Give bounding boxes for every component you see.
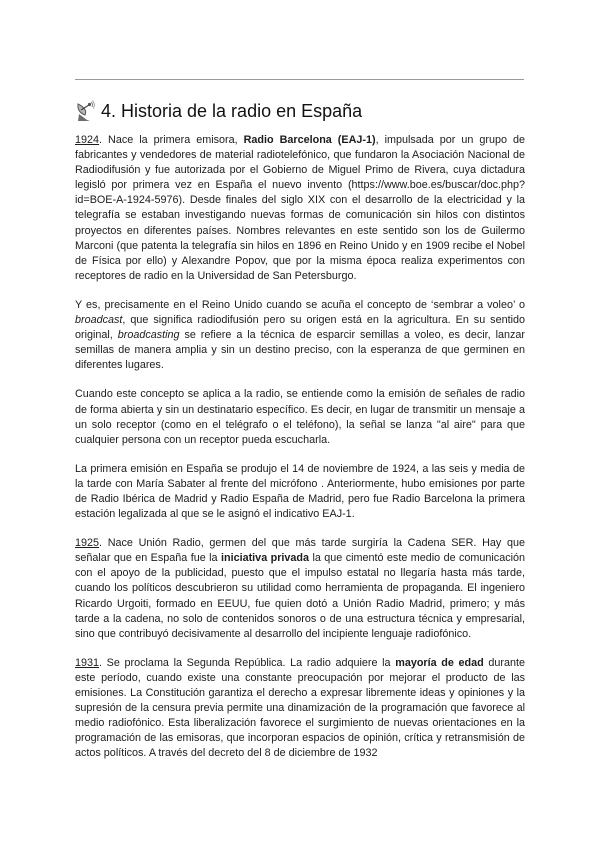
paragraph-1931: 1931. Se proclama la Segunda República. La radio adquiere la mayoría de edad durante este período, cuando existe una constante preocupación por mejorar el producto de las emisiones. La Constitución garantiza el derecho a expresar libremente ideas y opiniones y la supresión de la censura previa permite una dinamización de la programación que favorece al medio radiofónico. Esta liberalización favorece el surgimiento de nuevas orientaciones en la programación de las emisoras, que incorporan espacios de opinión, crítica y retransmisión de actos políticos. A través del decreto del 8 de diciembre de 1932	[75, 656, 526, 760]
broadcasting-term: broadcasting	[117, 329, 180, 342]
satellite-antenna-icon	[75, 100, 95, 122]
radio-barcelona-highlight: Radio Barcelona (EAJ-1)	[243, 134, 376, 146]
iniciativa-privada-highlight: iniciativa privada	[220, 552, 310, 565]
year-1924: 1924	[75, 134, 100, 146]
broadcast-term: broadcast	[75, 314, 123, 327]
section-title: 4. Historia de la radio en España	[101, 100, 363, 121]
document-body	[75, 133, 525, 775]
year-1931: 1931	[75, 656, 100, 669]
paragraph-1924: 1924. Nace la primera emisora, Radio Barcelona (EAJ-1), impulsada por un grupo de fabricantes y vendedores de material radiotelefónico, que fundaron la Asociación Nacional de Radiodifusión y fue autorizada por el Gobierno de Miguel Primo de Rivera, cuya dictadura legisló por primera vez en España el nuevo invento (https://www.boe.es/buscar/doc.php?id=BOE-A-1924-5976). Desde finales del siglo XIX con el desarrollo de la electricidad y la telegrafía se estaban investigando nuevas formas de comunicación sin hilos con distintos proyectos en diferentes países. Nombres relevantes en este sentido son los de Guilermo Marconi (que patenta la telegrafía sin hilos en 1896 en Reino Unido y en 1909 recibe el Nobel de Física por ello) y Alexandre Popov, que por la misma época realiza experimentos con receptores de radio en la Universidad de San Petersburgo.	[75, 134, 526, 282]
paragraph-first-emission: La primera emisión en España se produjo el 14 de noviembre de 1924, a las seis y media de la tarde con María Sabater al frente del micrófono . Anteriormente, hubo emisiones por parte de Radio Ibérica de Madrid y Radio España de Madrid, pero fue Radio Barcelona la primera estación legalizada al que se le asignó el indicativo EAJ-1.	[75, 462, 525, 521]
paragraph-concept: Cuando este concepto se aplica a la radio, se entiende como la emisión de señales de radio de forma abierta y sin un destinatario específico. Es decir, en lugar de transmitir un mensaje a un solo receptor (como en el telégrafo o el teléfono), la señal se lanza "al aire" para que cualquier persona con un receptor pueda escucharla.	[75, 388, 525, 446]
section-heading	[75, 100, 525, 122]
paragraph-broadcast: Y es, precisamente en el Reino Unido cuando se acuña el concepto de ‘sembrar a voleo’ o broadcast, que significa radiodifusión pero su origen está en la agricultura. En su sentido original, broadcasting se refiere a la técnica de esparcir semillas a voleo, es decir, lanzar semillas de manera amplia y sin un destino preciso, con la esperanza de que germinen en diferentes lugares.	[75, 298, 525, 372]
mayoria-de-edad-highlight: mayoría de edad	[395, 656, 484, 669]
year-1925: 1925	[75, 537, 100, 550]
paragraph-1925: 1925. Nace Unión Radio, germen del que más tarde surgiría la Cadena SER. Hay que señalar que en España fue la iniciativa privada la que cimentó este medio de comunicación con el apoyo de la publicidad, puesto que el impulso estatal no llegaría hasta más tarde, cuando los políticos descubrieron su utilidad como herramienta de propaganda. El ingeniero Ricardo Urgoiti, formado en EEUU, fue quien dotó a Unión Radio Madrid, primero; y más tarde a la cadena, no solo de contenidos sonoros o de una estructura técnica y empresarial, sino que contribuyó decisivamente al desarrollo del incipiente lenguaje radiofónico.	[75, 537, 526, 640]
top-divider	[75, 79, 524, 80]
